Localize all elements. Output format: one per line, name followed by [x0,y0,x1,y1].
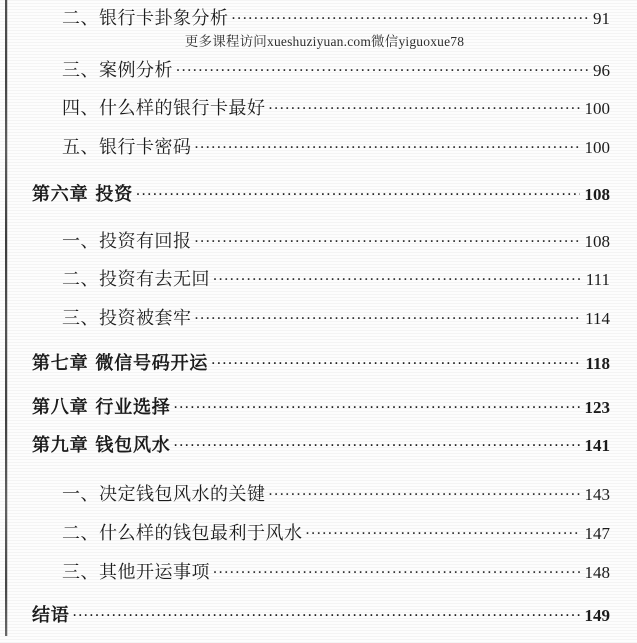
toc-entry-number: 三、 [62,562,99,582]
toc-entry-page-number: 108 [584,185,610,204]
toc-entry-number: 一、 [62,484,99,504]
toc-entry-page-number: 118 [585,354,610,373]
toc-entry-page-number: 148 [584,563,610,582]
toc-entry-title [62,227,192,253]
toc-entry-title [62,4,229,30]
toc-entry-title [62,519,303,545]
toc-entry-label: 投资有回报 [99,231,192,251]
toc-entry[interactable] [62,56,610,86]
toc-entry-title [32,180,133,206]
toc-entry-title [32,601,70,627]
toc-entry[interactable] [62,558,610,588]
toc-entry-page-number: 149 [584,606,610,625]
toc-entry-label: 投资 [95,184,134,204]
toc-entry-page-number: 96 [593,61,610,80]
toc-entry-title [32,349,208,375]
toc-entry-title [62,133,192,159]
toc-entry-page-number: 108 [584,232,610,251]
toc-dot-leader [174,433,580,451]
toc-entry-label: 银行卡密码 [99,137,192,157]
toc-entry-page-number: 141 [584,436,610,455]
toc-entry-label: 其他开运事项 [99,562,210,582]
toc-entry[interactable] [32,349,610,379]
toc-entry[interactable] [32,601,610,631]
toc-entry-label: 什么样的银行卡最好 [99,98,266,118]
toc-entry-number: 二、 [62,269,99,289]
toc-entry-page-number: 123 [584,398,610,417]
toc-dot-leader [211,351,580,369]
toc-entry-title [62,304,192,330]
toc-entry-page-number: 143 [584,485,610,504]
toc-dot-leader [213,267,581,285]
toc-entry-title [32,431,171,457]
toc-entry-number: 第八章 [32,397,89,417]
toc-entry[interactable] [62,227,610,257]
toc-entry-title [62,480,266,506]
toc-entry-title [62,94,266,120]
watermark-text: 更多课程访问xueshuziyuan.com微信yiguoxue78 [184,34,465,49]
toc-dot-leader [136,182,579,200]
toc-entry-label: 投资被套牢 [99,308,192,328]
toc-dot-leader [213,560,580,578]
toc-entry[interactable] [32,431,610,461]
toc-entry[interactable] [62,304,610,334]
toc-entry-number: 三、 [62,60,99,80]
toc-dot-leader [174,395,580,413]
toc-entry-number: 第六章 [32,184,89,204]
toc-entry-label: 行业选择 [95,397,171,417]
toc-entry-number: 五、 [62,137,99,157]
toc-entry[interactable] [32,393,610,423]
toc-entry-label: 微信号码开运 [95,353,209,373]
toc-entry-page-number: 147 [584,524,610,543]
toc-entry-title [62,265,210,291]
toc-entry-number: 四、 [62,98,99,118]
toc-entry-label: 银行卡卦象分析 [99,8,229,28]
toc-entry-page-number: 100 [584,138,610,157]
toc-entry-page-number: 100 [584,99,610,118]
toc-entry[interactable] [32,180,610,210]
toc-dot-leader [195,306,581,324]
toc-entry[interactable] [62,94,610,124]
toc-entry-number: 第七章 [32,353,89,373]
toc-entry-number: 二、 [62,523,99,543]
toc-entry[interactable] [62,519,610,549]
toc-entry[interactable] [62,133,610,163]
toc-entry[interactable] [62,480,610,510]
toc-dot-leader [232,6,589,24]
toc-entry[interactable] [62,265,610,295]
toc-entry-label: 决定钱包风水的关键 [99,484,266,504]
toc-entry-title [62,558,210,584]
toc-entry-page-number: 111 [585,270,610,289]
toc-entry-number: 三、 [62,308,99,328]
toc-entry-title [62,56,173,82]
toc-dot-leader [73,603,580,621]
toc-entry-label: 案例分析 [99,60,173,80]
toc-entry-number: 一、 [62,231,99,251]
toc-dot-leader [306,521,580,539]
toc-dot-leader [195,229,580,247]
toc-dot-leader [269,482,580,500]
toc-entry-label: 投资有去无回 [99,269,210,289]
toc-entry-label: 结语 [32,605,70,625]
toc-entry-number: 二、 [62,8,99,28]
toc-entry-page-number: 91 [593,9,610,28]
toc-entry-title [32,393,171,419]
toc-dot-leader [195,135,580,153]
toc-entry-number: 第九章 [32,435,89,455]
toc-entry-page-number: 114 [585,309,610,328]
toc-dot-leader [176,58,588,76]
toc-dot-leader [269,96,580,114]
toc-entry-label: 钱包风水 [95,435,171,455]
toc-entry-label: 什么样的钱包最利于风水 [99,523,303,543]
